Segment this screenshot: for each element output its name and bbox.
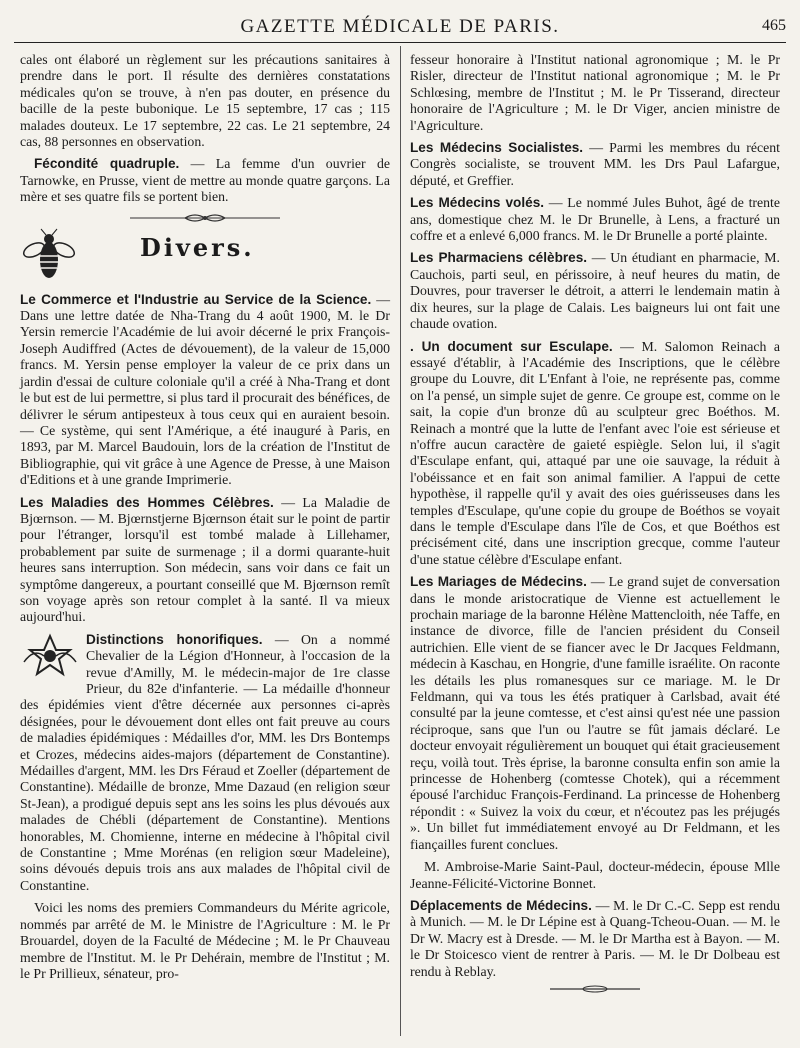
article-body: — M. le Dr C.-C. Sepp est rendu à Munich. — M. le Dr Lépine est à Quang-Tcheou-Ouan. — M. le Dr W. Macry est à Dresde. — M. le Dr Martha est à Bayon. — M. le Dr Stoicesco vient de rentrer à Paris. — M. le Dr Dolbeau est rendu à Reblay. <box>410 897 780 979</box>
column-divider <box>400 46 401 1036</box>
left-column <box>20 52 390 982</box>
article-body: — M. Salomon Reinach a essayé d'établir, à l'Académie des Inscriptions, que le célèbre groupe du Louvre, dit L'Enfant à l'oie, ne représente pas, comme on l'a pensé, un simple sujet de genre. Ce groupe est, comme on le sait, la copie d'un bronze dû au sculpteur grec Boéthos. M. Reinach a montré que la lutte de l'enfant avec l'oie est sérieuse et n'offre aucun caractère de gaieté espiègle. Selon lui, il s'agit d'Esculape enfant, qui, attaqué par une oie sauvage, la réduit à l'obéissance et en fait son animal familier. A l'appui de cette hypothèse, il rappelle qu'il y avait des oies guérisseuses dans les temples d'Esculape, qu'une copie du groupe de Boéthos se voyait dans le temple d'Esculape dans l'île de Cos, et que Boéthos est précisément cité, dans une inscription grecque, comme l'auteur d'une statue célèbre d'Esculape enfant. <box>410 338 780 567</box>
article-commerce <box>20 292 390 489</box>
page-header <box>14 8 786 43</box>
article-heading: Fécondité quadruple. <box>34 156 180 172</box>
medal-icon <box>20 632 80 682</box>
article-pharmaciens <box>410 250 780 332</box>
article-ambroise: M. Ambroise-Marie Saint-Paul, docteur-médecin, épouse Mlle Jeanne-Félicité-Victorine Bonnet. <box>410 859 780 891</box>
end-ornament <box>410 982 780 998</box>
right-column <box>410 52 780 998</box>
article-body: — On a nommé Chevalier de la Légion d'Honneur, à l'occasion de la revue d'Amilly, M. le médecin-major de 1re classe Prieur, du 82e d'infanterie. — La médaille d'honneur des épidémies vient d'être décernée aux personnes ci-après désignées, pour le dévouement dont elles ont fait preuve au cours de maladies épidémiques : Médailles d'or, MM. les Drs Bontemps et Crozes, médecins aides-majors (département de Constantine). Médailles d'argent, MM. les Drs Féraud et Zoeller (département de Constantine). Médaille de bronze, Mme Dazaud (en religion sœur St-Jean), a prodigué depuis sept ans les soins les plus dévoués aux malades de Chébli (département de Constantine). Mentions honorables, M. Chomienne, interne en médecine à l'hôpital civil de Constantine ; Mme Morénas (en religion sœur Madeleine), soins dévoués depuis trois ans aux malades de l'hôpital civil de Constantine. <box>20 631 390 893</box>
article-heading: Les Maladies des Hommes Célèbres. <box>20 494 274 510</box>
article-maladies <box>20 495 390 626</box>
article-body: — La femme d'un ouvrier de Tarnowke, en Prusse, vient de mettre au monde quatre garçons. La mère et ses quatre fils se portent bien. <box>20 156 390 205</box>
article-heading: Les Médecins volés. <box>410 195 545 211</box>
article-body: — Dans une lettre datée de Nha-Trang du 4 août 1900, M. le Dr Yersin remercie l'Académie de lui avoir décerné le prix François-Joseph Audiffred (Actes de dévouement), de la valeur de 15,000 francs. M. Yersin pense employer la valeur de ce prix dans un jardin d'essai de culture coloniale qu'il a créé à Nha-Trang et dont le but est de lui permettre, si plus tard il procurait des bénéfices, de délivrer le sérum antipesteux à tous ceux qui en auraient besoin. — Ce système, qui sent l'Amérique, a été inauguré à Paris, en 1893, par M. Marcel Baudouin, lors de la création de l'Institut de Bibliographie, qui vit grâce à une Agence de Presse, à une Maison d'Editions et à une grande Imprimerie. <box>20 291 390 488</box>
article-body: — Le nommé Jules Buhot, âgé de trente ans, domestique chez M. le Dr Brunelle, à Lens, a fracturé un coffre et a enlevé 6,000 francs. M. le Dr Brunelle a porté plainte. <box>410 195 780 244</box>
article-body: — Parmi les membres du récent Congrès socialiste, se trouvent MM. les Drs Paul Lafargue, député, et Greffier. <box>410 140 781 188</box>
article-heading: . Un document sur Esculape. <box>410 338 613 354</box>
article-socialistes <box>410 140 780 189</box>
article-heading: Distinctions honorifiques. <box>86 631 263 647</box>
article-heading: Les Médecins Socialistes. <box>410 140 584 156</box>
journal-title: GAZETTE MÉDICALE DE PARIS. <box>240 16 560 37</box>
page-number: 465 <box>762 17 786 34</box>
article-esculape <box>410 339 780 569</box>
article-heading: Déplacements de Médecins. <box>410 897 592 913</box>
article-body: — Un étudiant en pharmacie, M. Cauchois, parti seul, en périssoire, à neuf heures du matin, de Douvres, pour traverser le détroit, a atterri le lendemain matin à dix heures, sur la plage de Calais. Les baigneurs lui ont fait une chaude ovation. <box>410 250 780 332</box>
bee-icon <box>22 228 76 284</box>
section-title: Divers. <box>140 232 255 262</box>
article-heading: Les Pharmaciens célèbres. <box>410 250 588 266</box>
article-heading: Les Mariages de Médecins. <box>410 574 587 590</box>
article-voles <box>410 195 780 244</box>
article-fecondite <box>20 156 390 205</box>
article-mariages <box>410 574 780 853</box>
article-deplacements <box>410 898 780 980</box>
intro-paragraph: cales ont élaboré un règlement sur les précautions sanitaires à prendre dans le port. Il résulte des dernières constatations médicales qu'on se trouve, à n'en pas douter, en présence du bacille de la peste bubonique. Le 15 septembre, 17 cas ; 115 malades douteux. Le 17 septembre, 22 cas. Le 21 septembre, 24 cas, 88 personnes en observation. <box>20 52 390 150</box>
continued-paragraph: fesseur honoraire à l'Institut national agronomique ; M. le Pr Risler, directeur de l'Institut national agronomique ; M. le Pr Schlœsing, membre de l'Institut ; M. le Pr Tisserand, directeur honoraire de l'Agriculture ; M. le Dr Viger, ancien ministre de l'Agriculture. <box>410 52 780 133</box>
article-body: — La Maladie de Bjœrnson. — M. Bjœrnstjerne Bjœrnson était sur le point de partir pour l'étranger, lorsqu'il est tombé malade à Lillehamer, probablement par suite de surmenage ; il a dormi quarante-huit heures sans interruption. Son médecin, sans voir dans ce fait un symptôme dangereux, a pourtant conseillé que M. Bjœrnson remît son voyage après son retour complet à la santé. Il va mieux aujourd'hui. <box>20 494 390 625</box>
article-distinctions <box>20 632 390 895</box>
article-body: — Le grand sujet de conversation dans le monde aristocratique de Vienne est actuellement le prochain mariage de la baronne Hélène Mattencloith, née Taffe, en instance de divorce, fille de l'ancien président du Conseil autrichien. Elle vient de se fiancer avec le Dr Jacques Feldmann, médecin à Kaschau, en Hongrie, d'une famille israélite. On raconte les détails les plus romanesques sur ce mariage. M. le Dr Feldmann, qui va tous les étés pratiquer à Carlsbad, avait été consulté par la jeune comtesse, et c'est ainsi qu'est née une passion réciproque, sans que l'un ou l'autre se fût jamais déclaré. Le docteur envoyait régulièrement un bouquet qui était gracieusement reçu, voilà tout. Très éprise, la baronne consulta enfin son amie la princesse de Hohenberg (comtesse Chotek), qui a récemment épousé l'archiduc François-Ferdinand. La princesse de Hohenberg répondit : « Suivez la voix du cœur, et n'écoutez pas les préjugés ». Un billet fut immédiatement envoyé au Dr Feldmann, et les fiançailles furent conclues. <box>410 574 780 852</box>
article-heading: Le Commerce et l'Industrie au Service de la Science. <box>20 291 372 307</box>
article-merite-agricole: Voici les noms des premiers Commandeurs du Mérite agricole, nommés par arrêté de M. le Ministre de l'Agriculture : M. le Pr Brouardel, doyen de la Faculté de Médecine ; M. le Pr Chauveau membre de l'Institut. M. le Pr Dehérain, membre de l'Institut ; M. le Pr Prillieux, sénateur, pro- <box>20 900 390 981</box>
section-header <box>20 228 390 286</box>
ornamental-rule <box>20 212 390 224</box>
